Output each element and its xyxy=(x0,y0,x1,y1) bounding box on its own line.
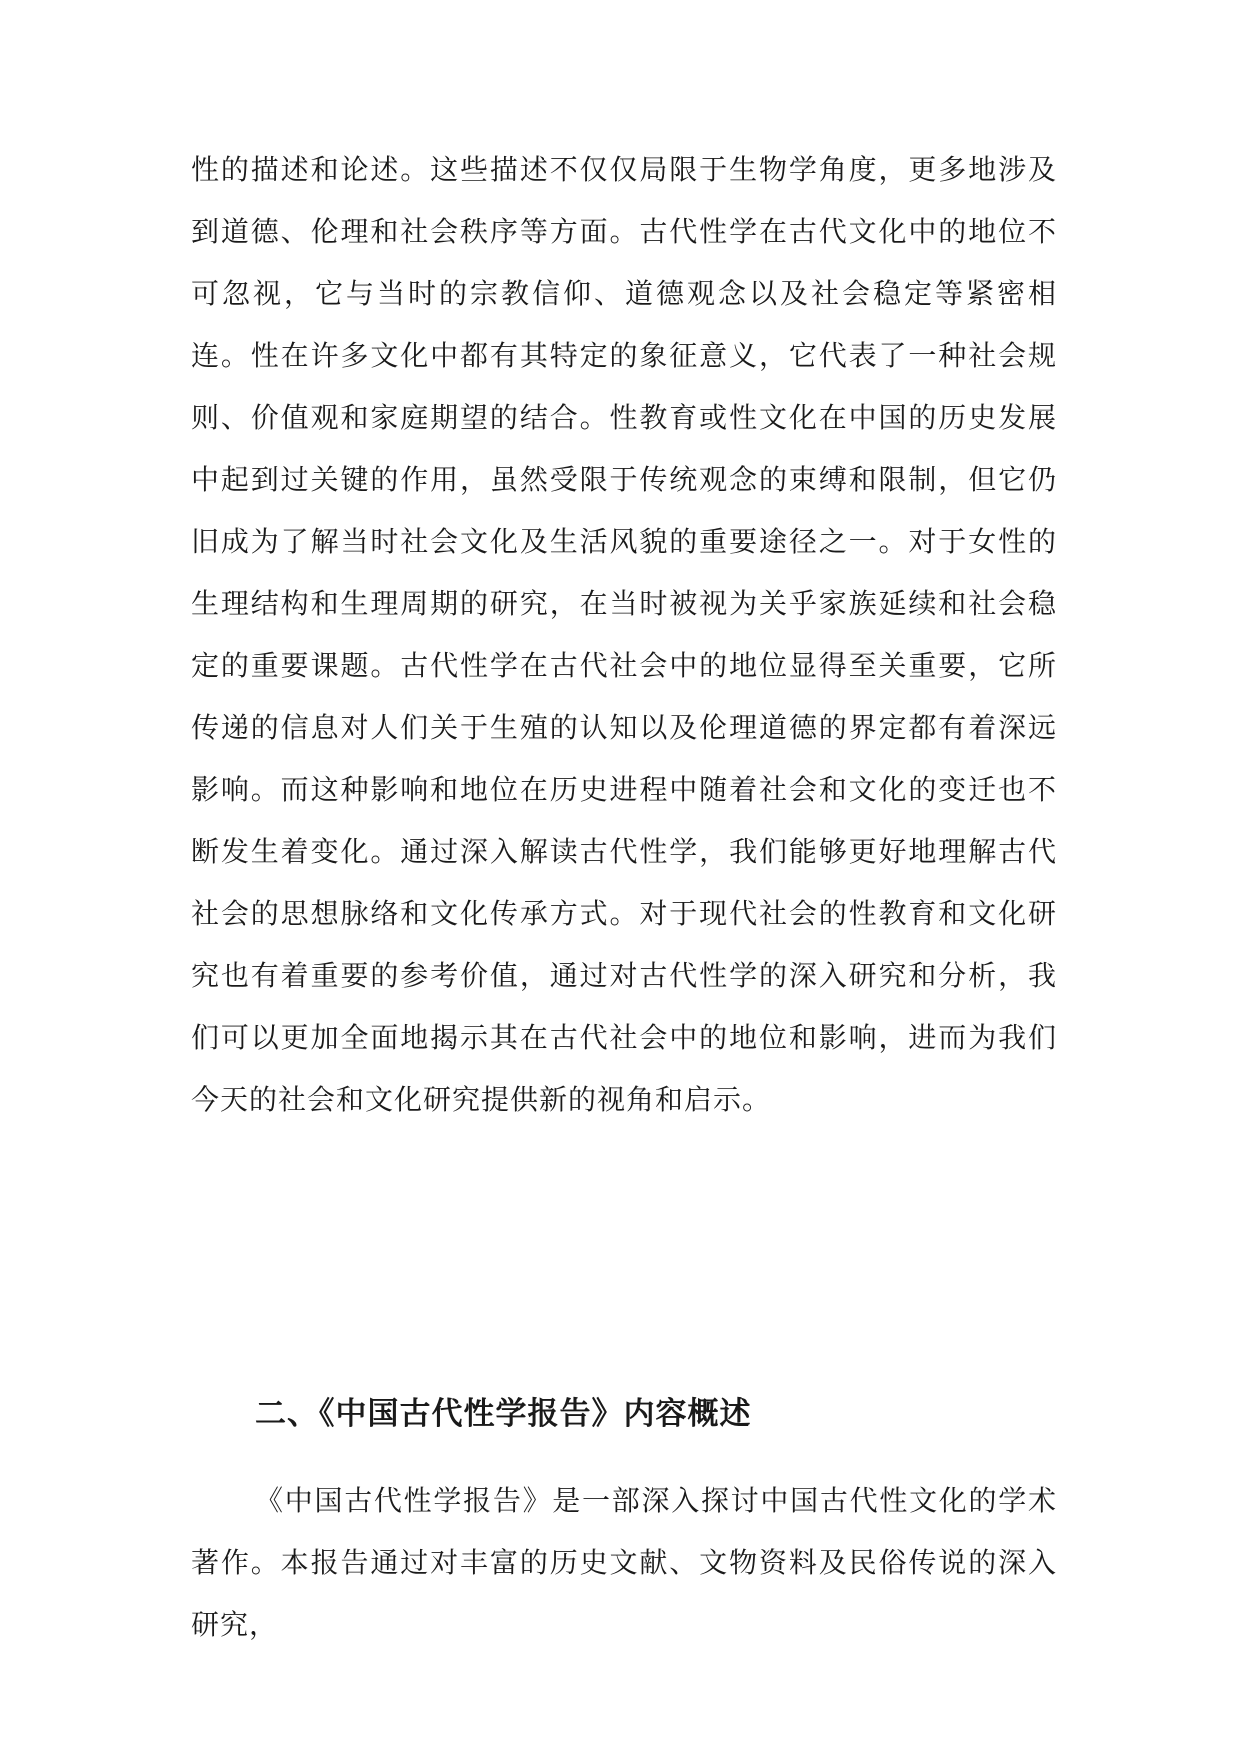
section-heading: 二、《中国古代性学报告》内容概述 xyxy=(255,1396,752,1432)
body-paragraph: 性的描述和论述。这些描述不仅仅局限于生物学角度，更多地涉及到道德、伦理和社会秩序等方面。古代性学在古代文化中的地位不可忽视，它与当时的宗教信仰、道德观念以及社会稳定等紧密相连。性在许多文化中都有其特定的象征意义，它代表了一种社会规则、价值观和家庭期望的结合。性教育或性文化在中国的历史发展中起到过关键的作用，虽然受限于传统观念的束缚和限制，但它仍旧成为了解当时社会文化及生活风貌的重要途径之一。对于女性的生理结构和生理周期的研究，在当时被视为关乎家族延续和社会稳定的重要课题。古代性学在古代社会中的地位显得至关重要，它所传递的信息对人们关于生殖的认知以及伦理道德的界定都有着深远影响。而这种影响和地位在历史进程中随着社会和文化的变迁也不断发生着变化。通过深入解读古代性学，我们能够更好地理解古代社会的思想脉络和文化传承方式。对于现代社会的性教育和文化研究也有着重要的参考价值，通过对古代性学的深入研究和分析，我们可以更加全面地揭示其在古代社会中的地位和影响，进而为我们今天的社会和文化研究提供新的视角和启示。 xyxy=(191,153,1057,1116)
body-paragraph: 《中国古代性学报告》是一部深入探讨中国古代性文化的学术著作。本报告通过对丰富的历史文献、文物资料及民俗传说的深入研究， xyxy=(191,1484,1057,1641)
